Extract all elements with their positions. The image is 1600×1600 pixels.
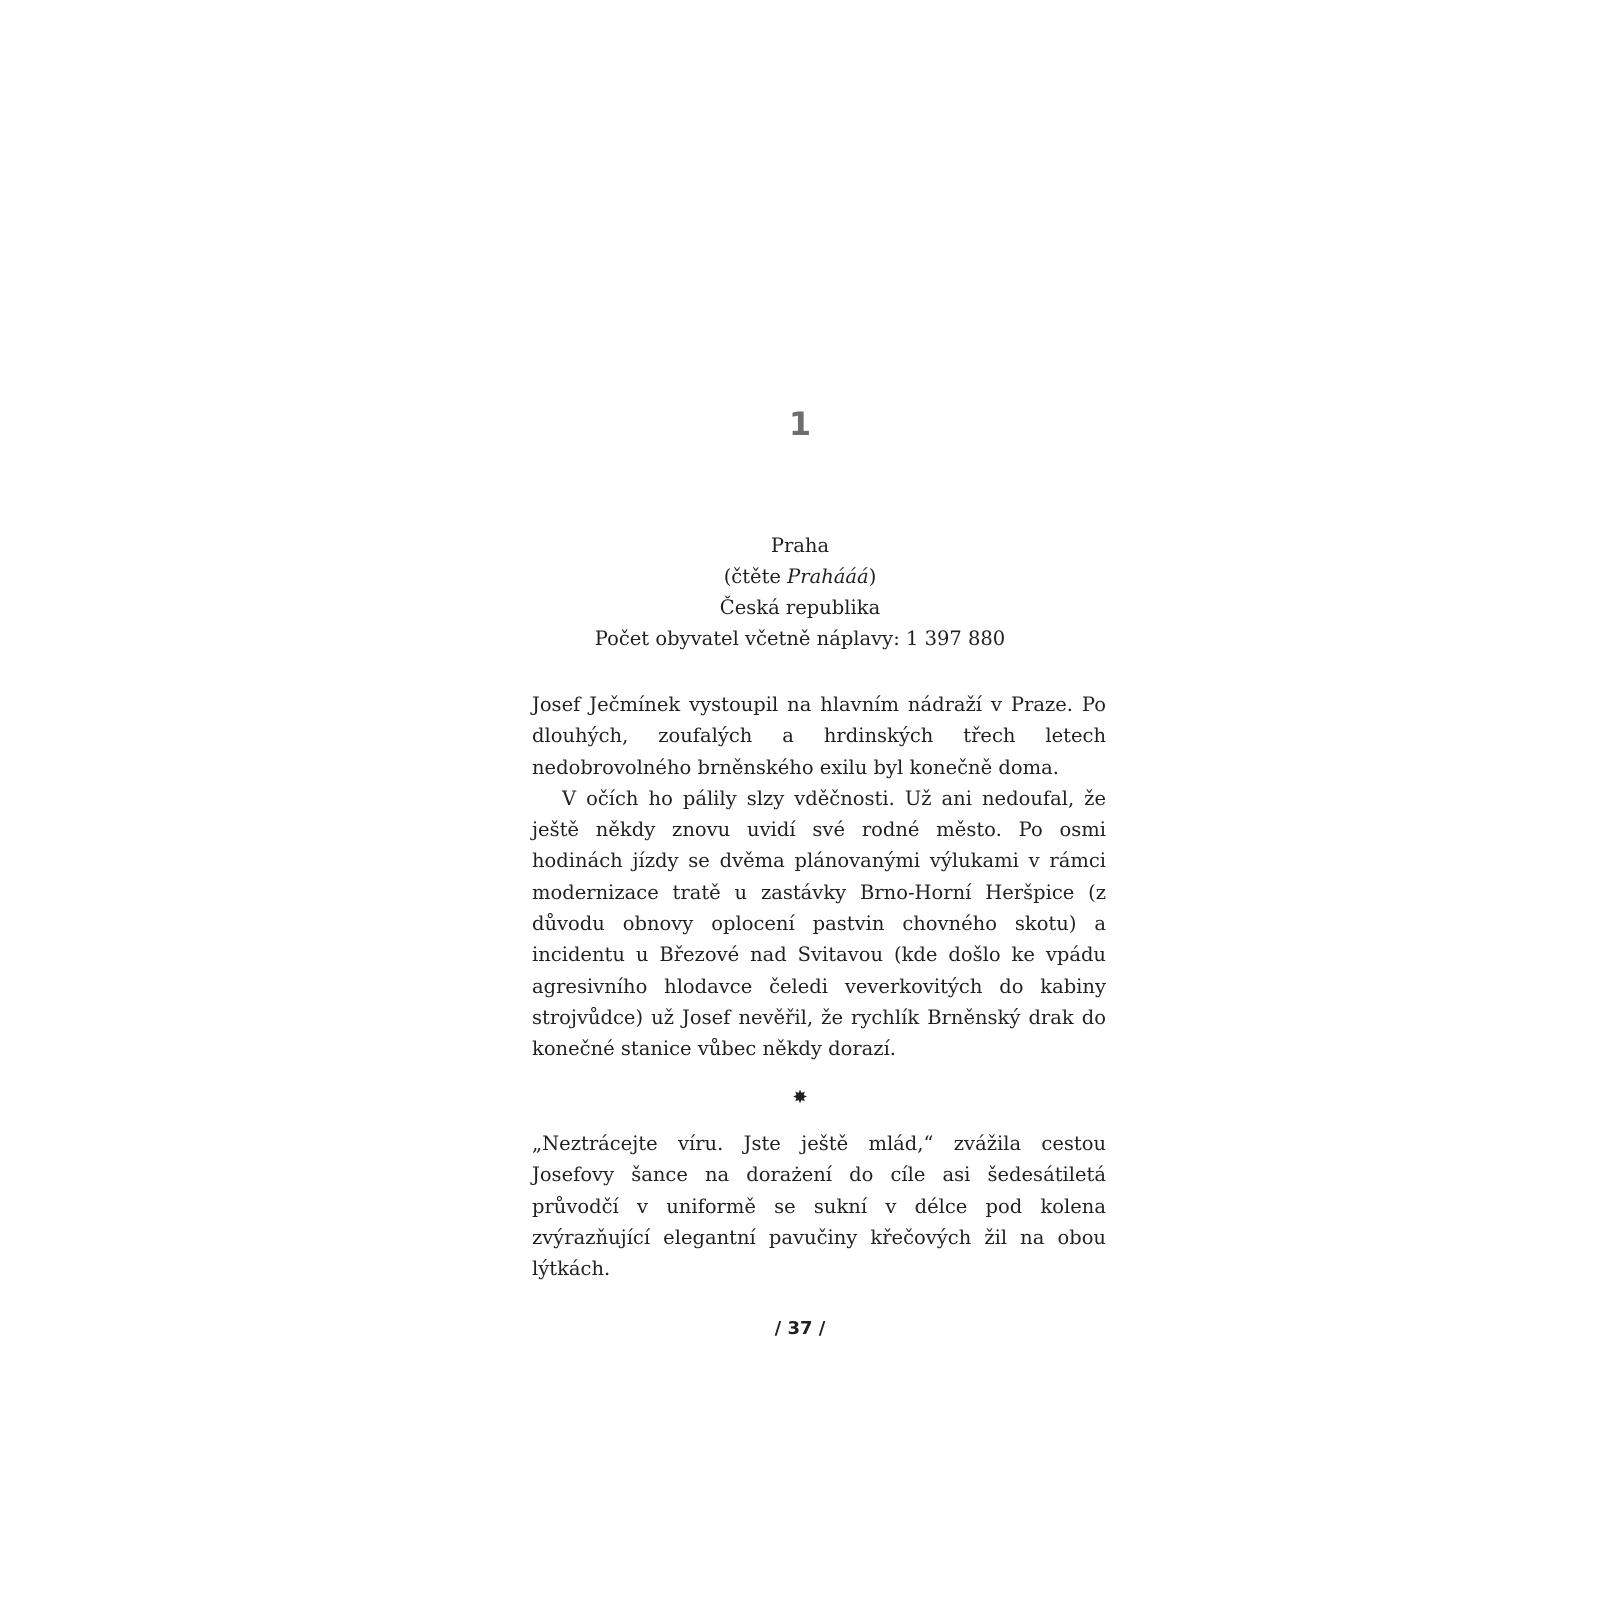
- chapter-heading-block: [0, 530, 1600, 654]
- body-text-first-section: [532, 689, 1106, 1065]
- paragraph: V očích ho pálily slzy vděčnosti. Už ani nedoufal, že ještě někdy znovu uvidí své rodné město. Po osmi hodinách jízdy se dvěma plánovanými výlukami v rámci modernizace tratě u zastávky Brno-Horní Heršpice (z důvodu obnovy oplocení pastvin chovného skotu) a incidentu u Březové nad Svitavou (kde došlo ke vpádu agresivního hlodavce čeledi veverkovitých do kabiny strojvůdce) už Josef nevěřil, že rychlík Brněnský drak do konečné stanice vůbec někdy dorazí.: [532, 786, 1106, 1061]
- page-number: / 37 /: [774, 1318, 826, 1339]
- city-name: Praha: [770, 534, 830, 557]
- pronunciation-note: [0, 561, 1600, 592]
- paragraph: Josef Ječmínek vystoupil na hlavním nádraží v Praze. Po dlouhých, zoufalých a hrdinských třech letech nedobrovolného brněnského exilu byl konečně doma.: [532, 693, 1106, 779]
- population-line: Počet obyvatel včetně náplavy: 1 397 880: [594, 627, 1006, 650]
- pronunciation-prefix: (čtěte: [723, 565, 788, 588]
- body-text-second-section: [532, 1128, 1106, 1284]
- paragraph: „Neztrácejte víru. Jste ještě mlád,“ zvážila cestou Josefovy šance na dorażení do cíle asi šedesátiletá průvodčí v uniformě se sukní v délce pod kolena zvýrazňující elegantní pavučiny křečových žil na obou lýtkách.: [532, 1132, 1106, 1281]
- section-break-ornament: ✸: [792, 1087, 808, 1108]
- chapter-number: 1: [788, 405, 812, 443]
- pronunciation-suffix: ): [868, 565, 877, 588]
- pronunciation-italic: Prahááá: [787, 565, 869, 588]
- country-name: Česká republika: [719, 596, 881, 619]
